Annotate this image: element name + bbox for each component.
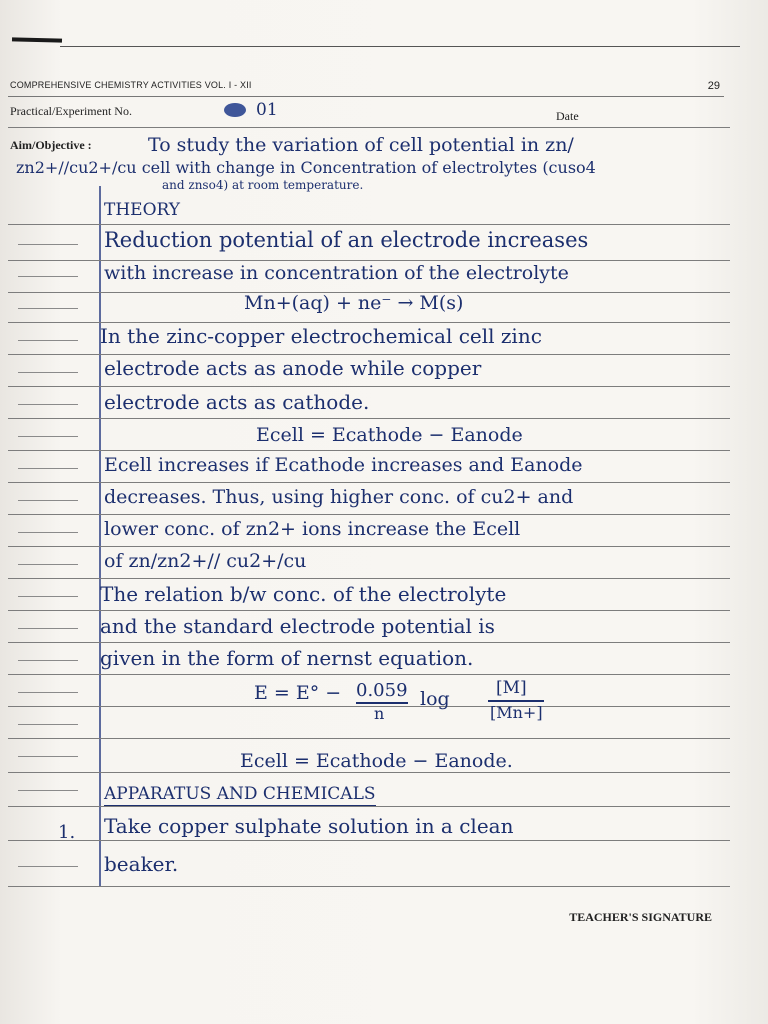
fraction-bar: [488, 700, 544, 702]
margin-dash: [18, 468, 78, 469]
aim-line-3: and znso4) at room temperature.: [162, 178, 364, 192]
nernst-lhs: E = E° −: [254, 682, 342, 704]
margin-dash: [18, 564, 78, 565]
theory-line: given in the form of nernst equation.: [100, 646, 474, 670]
ruled-line: [8, 482, 730, 483]
margin-dash: [18, 372, 78, 373]
ruled-line: [8, 514, 730, 515]
teacher-signature-label: TEACHER'S SIGNATURE: [569, 910, 712, 924]
theory-line: of zn/zn2+// cu2+/cu: [104, 550, 307, 572]
ruled-line: [8, 260, 730, 261]
ruled-line: [8, 127, 730, 128]
theory-line: with increase in concentration of the electrolyte: [104, 262, 569, 284]
book-title: COMPREHENSIVE CHEMISTRY ACTIVITIES VOL. I - XII: [10, 80, 252, 90]
header-rule: [8, 96, 724, 97]
ruled-line: [8, 610, 730, 611]
margin-dash: [18, 276, 78, 277]
margin-dash: [18, 724, 78, 725]
ruled-line: [8, 578, 730, 579]
ruled-line: [8, 674, 730, 675]
margin-dash: [18, 866, 78, 867]
nernst-log-denominator: [Mn+]: [490, 703, 543, 722]
ecell-equation: Ecell = Ecathode − Eanode: [256, 424, 523, 446]
pen-stroke-mark: [12, 37, 62, 42]
margin-line: [99, 186, 101, 886]
margin-dash: [18, 660, 78, 661]
ruled-line: [8, 546, 730, 547]
theory-heading: THEORY: [104, 200, 181, 220]
top-rule: [60, 46, 740, 47]
nernst-log: log: [420, 688, 450, 710]
half-reaction-equation: Mn+(aq) + ne⁻ → M(s): [244, 292, 464, 314]
aim-line-1: To study the variation of cell potential in zn/: [148, 134, 574, 156]
margin-dash: [18, 500, 78, 501]
theory-line: electrode acts as cathode.: [104, 390, 370, 414]
ecell-equation-repeat: Ecell = Ecathode − Eanode.: [240, 750, 513, 772]
experiment-number: 01: [256, 100, 278, 120]
theory-line: electrode acts as anode while copper: [104, 356, 482, 380]
margin-dash: [18, 790, 78, 791]
nernst-numerator: 0.059: [356, 680, 408, 701]
margin-dash: [18, 436, 78, 437]
ruled-line: [8, 886, 730, 887]
margin-dash: [18, 756, 78, 757]
theory-line: Ecell increases if Ecathode increases and Eanode: [104, 454, 583, 476]
theory-line: In the zinc-copper electrochemical cell zinc: [100, 324, 542, 348]
margin-dash: [18, 244, 78, 245]
margin-dash: [18, 340, 78, 341]
margin-dash: [18, 692, 78, 693]
theory-line: decreases. Thus, using higher conc. of cu2+ and: [104, 486, 574, 508]
date-label: Date: [556, 109, 579, 123]
ruled-line: [8, 642, 730, 643]
ruled-line: [8, 450, 730, 451]
theory-line: The relation b/w conc. of the electrolyte: [100, 582, 507, 606]
page-number: 29: [707, 80, 720, 92]
aim-label: Aim/Objective :: [10, 138, 92, 152]
ruled-line: [8, 386, 730, 387]
ruled-line: [8, 418, 730, 419]
step-number: 1.: [58, 822, 76, 843]
ruled-line: [8, 806, 730, 807]
apparatus-heading: APPARATUS AND CHEMICALS: [104, 784, 376, 804]
nernst-denominator: n: [374, 704, 385, 723]
step-line: beaker.: [104, 852, 179, 876]
ruled-line: [8, 706, 730, 707]
ruled-line: [8, 354, 730, 355]
practical-label: Practical/Experiment No.: [10, 104, 132, 118]
aim-line-2: zn2+//cu2+/cu cell with change in Concentration of electrolytes (cuso4: [16, 158, 596, 177]
ruled-line: [8, 322, 730, 323]
margin-dash: [18, 404, 78, 405]
ruled-line: [8, 224, 730, 225]
margin-dash: [18, 628, 78, 629]
nernst-log-numerator: [M]: [496, 678, 527, 698]
ruled-line: [8, 738, 730, 739]
margin-dash: [18, 596, 78, 597]
ruled-line: [8, 772, 730, 773]
theory-line: lower conc. of zn2+ ions increase the Ecell: [104, 518, 521, 540]
ink-blot-mark: [224, 103, 246, 117]
margin-dash: [18, 532, 78, 533]
margin-dash: [18, 308, 78, 309]
theory-line: Reduction potential of an electrode increases: [104, 228, 589, 252]
theory-line: and the standard electrode potential is: [100, 614, 495, 638]
step-line: Take copper sulphate solution in a clean: [104, 814, 514, 838]
ruled-line: [8, 840, 730, 841]
